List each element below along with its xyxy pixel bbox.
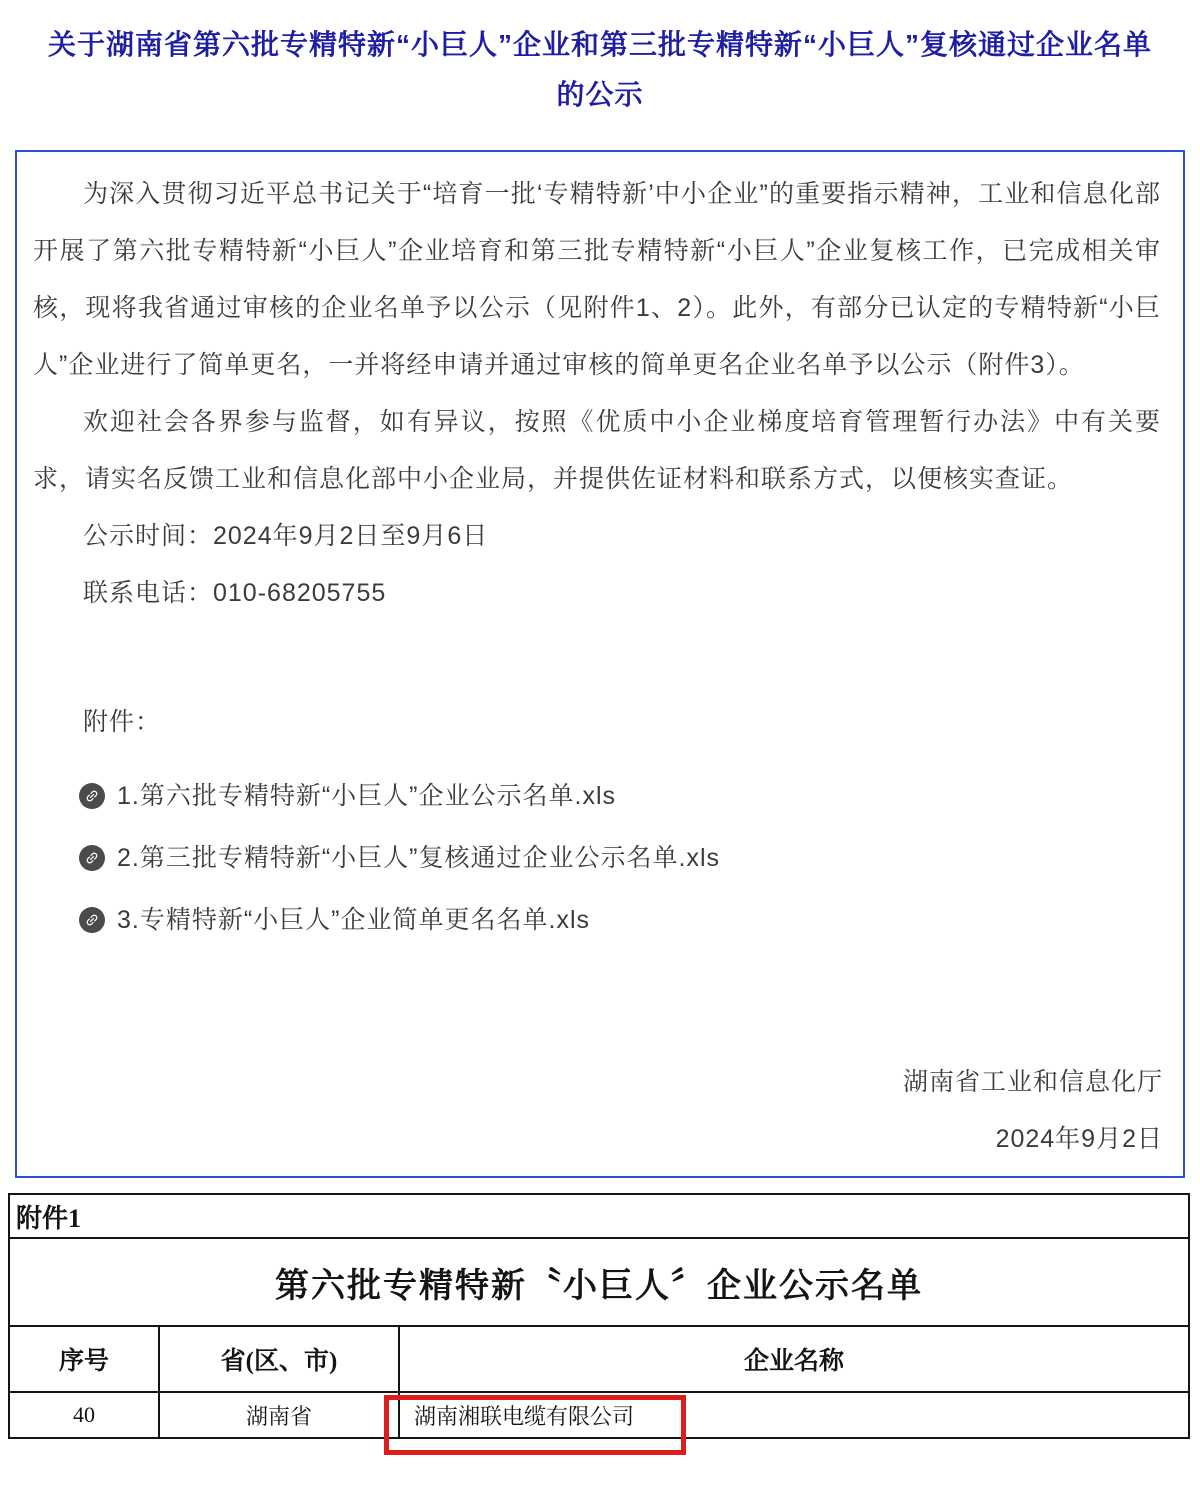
header-cell-no: 序号 (9, 1326, 159, 1392)
link-icon (79, 783, 105, 809)
header-cell-province: 省(区、市) (159, 1326, 399, 1392)
issuer: 湖南省工业和信息化厅 (902, 1068, 1163, 1096)
publicity-time: 公示时间：2024年9月2日至9月6日 (83, 522, 489, 550)
attachment-link-1-label[interactable]: 1.第六批专精特新“小巨人”企业公示名单.xls (117, 782, 617, 810)
header-cell-company: 企业名称 (399, 1326, 1189, 1392)
table-row (9, 1392, 1189, 1438)
attachment-link-1[interactable] (79, 779, 1161, 813)
link-icon (79, 907, 105, 933)
data-cell-company: 湖南湘联电缆有限公司 (399, 1392, 1189, 1438)
page-title (0, 0, 1200, 120)
annex-table-title: 第六批专精特新〝小巨人〞企业公示名单 (9, 1238, 1189, 1326)
data-cell-no: 40 (9, 1392, 159, 1438)
notice-box (15, 150, 1185, 1178)
annex-label-row (9, 1194, 1189, 1238)
contact-phone: 联系电话：010-68205755 (83, 579, 387, 607)
notice-paragraph-2: 欢迎社会各界参与监督，如有异议，按照《优质中小企业梯度培育管理暂行办法》中有关要求，请实名反馈工业和信息化部中小企业局，并提供佐证材料和联系方式，以便核实查证。 (33, 408, 1161, 493)
annex-label: 附件1 (9, 1194, 1189, 1238)
link-icon (79, 845, 105, 871)
data-cell-province: 湖南省 (159, 1392, 399, 1438)
attachments-label: 附件： (83, 708, 162, 736)
issue-date: 2024年9月2日 (995, 1125, 1163, 1153)
page-title-line-2: 的公示 (556, 79, 644, 110)
notice-paragraph-1: 为深入贯彻习近平总书记关于“培育一批‘专精特新’中小企业”的重要指示精神，工业和信息化部开展了第六批专精特新“小巨人”企业培育和第三批专精特新“小巨人”企业复核工作，已完成相关审核，现将我省通过审核的企业名单予以公示（见附件1、2）。此外，有部分已认定的专精特新“小巨人”企业进行了简单更名，一并将经申请并通过审核的简单更名企业名单予以公示（附件3）。 (33, 180, 1161, 379)
attachment-link-3[interactable] (79, 903, 1161, 937)
attachment-link-2[interactable] (79, 841, 1161, 875)
signature-block (903, 1054, 1163, 1168)
annex-table (8, 1193, 1190, 1439)
attachment-link-3-label[interactable]: 3.专精特新“小巨人”企业简单更名名单.xls (117, 906, 591, 934)
annex-title-row (9, 1238, 1189, 1326)
page-title-line-1: 关于湖南省第六批专精特新“小巨人”企业和第三批专精特新“小巨人”复核通过企业名单 (47, 29, 1152, 60)
table-header-row (9, 1326, 1189, 1392)
annex-table-wrap (8, 1193, 1190, 1439)
attachment-link-2-label[interactable]: 2.第三批专精特新“小巨人”复核通过企业公示名单.xls (117, 844, 721, 872)
